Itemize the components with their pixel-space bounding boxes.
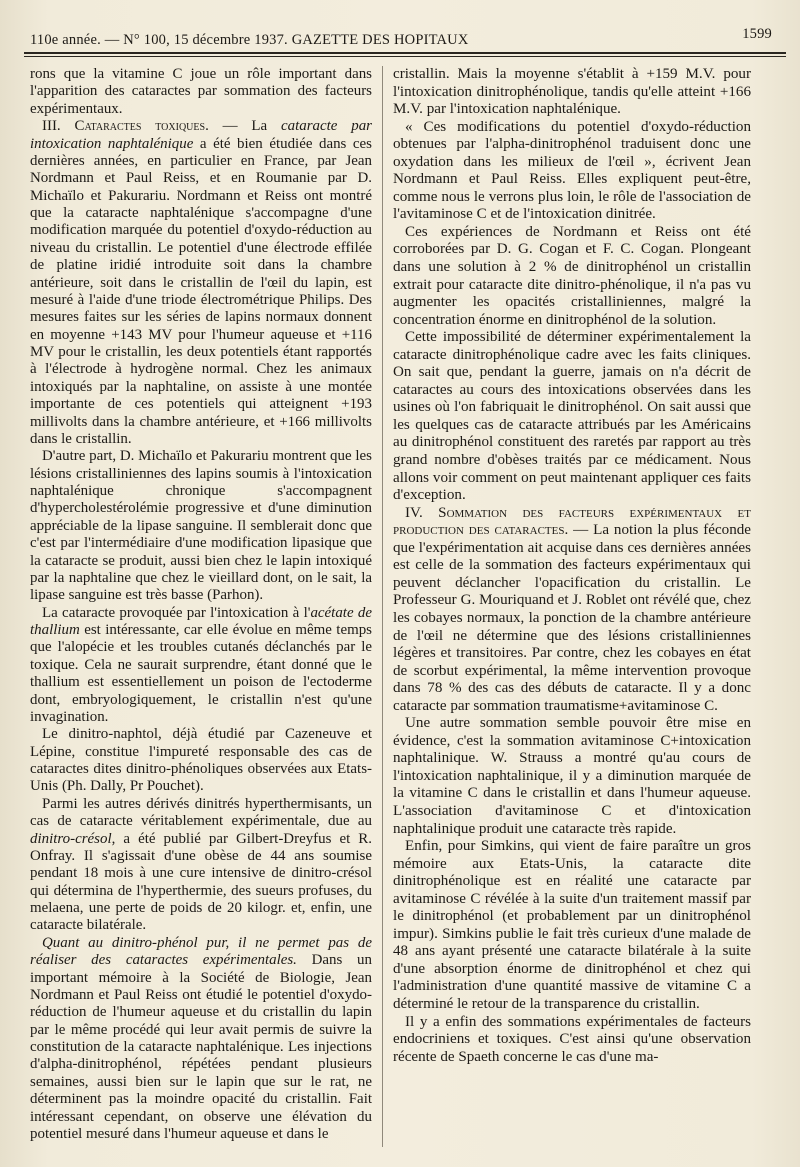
- italic-term: dinitro-crésol: [30, 830, 112, 847]
- paragraph: cristallin. Mais la moyenne s'établit à +159 M.V. pour l'intoxication dinitrophénolique, tandis qu'elle atteint +166 M.V. par l'intoxication naphtalénique.: [393, 66, 751, 118]
- paragraph-toxic-cataracts: III. Cataractes toxiques. — La cataracte par intoxication naphtalénique a été bien étudiée dans ces dernières années, en particulier en France, par Jean Nordmann et Paul Reiss, et en Roumanie par D. Michaïlo et Pakurariu. Nordmann et Reiss ont montré que la cataracte naphtalénique s'accompagne d'une modification marquée du potentiel d'oxydo-réduction au niveau du cristallin. Le potentiel d'une électrode effilée de platine iridié introduite soit dans la chambre antérieure, soit dans le cristallin de l'œil du lapin, est mesuré à l'aide d'une triode électrométrique Philips. Des mesures faites sur les séries de lapins normaux donnent en moyenne +143 MV pour l'humeur aqueuse et +116 MV pour le cristallin, les deux potentiels étant rapportés à l'électrode à hydrogène normal. Chez les animaux intoxiqués par la naphtaline, on assiste à une montée importante de ces potentiels qui atteignent +193 millivolts dans la chambre antérieure, et +166 millivolts dans le cristallin.: [30, 118, 372, 447]
- paragraph: Quant au dinitro-phénol pur, il ne permet pas de réaliser des cataractes expérimentales. Dans un important mémoire à la Société de Biologie, Jean Nordmann et Paul Reiss ont étudié le potentiel d'oxydo-réduction de l'humeur aqueuse et du cristallin du lapin par le même procédé qui leur avait permis de suivre la constitution de la cataracte naphtalénique. Les injections d'alpha-dinitrophénol, répétées pendant plusieurs semaines, aussi bien sur le lapin que sur le rat, ne déterminent pas la moindre opacité du cristallin. Fait intéressant cependant, on observe une élévation du potentiel mesuré dans l'humeur aqueuse et dans le: [30, 934, 372, 1142]
- section-heading: III. Cataractes toxiques.: [42, 118, 209, 135]
- paragraph: D'autre part, D. Michaïlo et Pakurariu montrent que les lésions cristalliniennes des lapins soumis à l'intoxication naphtalénique chronique s'accompagnent d'hypercholestérolémie progressive et d'une diminution appréciable de la lipase sanguine. Il semblerait donc que c'est par l'intermédiaire d'une modification lipasique que la cataracte se produit, aussi bien chez le lapin intoxiqué par la naphtaline que chez le vieillard dont, on le sait, la lipase sanguine est très basse (Parhon).: [30, 448, 372, 604]
- paragraph: Cette impossibilité de déterminer expérimentalement la cataracte dinitrophénolique cadre avec les faits cliniques. On sait que, pendant la guerre, jamais on n'a décrit de cataractes au cours des intoxications observées dans les usines où l'on fabriquait le dinitrophénol. On sait aussi que les quelques cas de cataracte attribués par les Américains au dinitrophénol constituent des raretés par rapport au très grand nombre d'obèses traités par ce médicament. Nous allons voir comment on peut maintenant appliquer ces faits d'exception.: [393, 329, 751, 504]
- paragraph: Une autre sommation semble pouvoir être mise en évidence, c'est la sommation avitaminose C+intoxication naphtalinique. W. Strauss a montré qu'au cours de l'intoxication naphtalinique, il y a diminution marquée de la vitamine C dans le cristallin et dans l'humeur aqueuse. L'association d'avitaminose C et d'intoxication naphtalinique produit une cataracte très rapide.: [393, 715, 751, 837]
- paragraph: Le dinitro-naphtol, déjà étudié par Cazeneuve et Lépine, constitue l'impureté responsable des cas de cataractes dites dinitro-phénoliques observées aux Etats-Unis (Ph. Dally, Pr Pouchet).: [30, 726, 372, 795]
- paragraph: Parmi les autres dérivés dinitrés hyperthermisants, un cas de cataracte véritablement expérimentale, due au dinitro-crésol, a été publié par Gilbert-Dreyfus et R. Onfray. Il s'agissait d'une obèse de 44 ans soumise pendant 18 mois à une cure intensive de dinitro-crésol qui détermina de l'hyperthermie, des sueurs profuses, du melaena, une perte de poids de 20 kilogr. et, enfin, une cataracte bilatérale.: [30, 795, 372, 934]
- paragraph: La cataracte provoquée par l'intoxication à l'acétate de thallium est intéressante, car elle évolue en même temps que l'alopécie et les troubles cutanés déclanchés par le toxique. Cela ne saurait surprendre, étant donné que le thallium est essentiellement un poison de l'ectoderme dont, embryologiquement, le cristallin n'est qu'une invagination.: [30, 604, 372, 725]
- italic-term: cataracte par intoxication naphtalénique: [30, 118, 372, 152]
- section-heading: IV. Sommation des facteurs expérimentaux et production des cataractes.: [393, 504, 751, 539]
- paragraph: « Ces modifications du potentiel d'oxydo-réduction obtenues par l'alpha-dinitrophénol traduisent donc une oxydation dans les milieux de l'œil », écrivent Jean Nordmann et Paul Reiss. Elles expliquent peut-être, comme nous le verrons plus loin, le rôle de l'association de l'avitaminose C et de l'intoxication dinitrée.: [393, 118, 751, 223]
- left-column: [30, 66, 372, 1151]
- paragraph-summation: IV. Sommation des facteurs expérimentaux et production des cataractes. — La notion la plus féconde que l'expérimentation ait acquise dans ces dernières années est celle de la sommation des facteurs expérimentaux qui peuvent déclancher l'opacification du cristallin. Le Professeur G. Mouriquand et J. Roblet ont révélé que, chez les cobayes normaux, la ponction de la chambre antérieure de l'œil ne détermine que des lésions cristalliniennes légères et transitoires. Par contre, chez les cobayes en état de scorbut expérimental, la même intervention provoque dans 78 % des cas des débuts de cataracte. Il y a donc cataracte par sommation traumatisme+avitaminose C.: [393, 504, 751, 714]
- running-header: [30, 24, 778, 50]
- column-divider: [382, 66, 383, 1147]
- italic-sentence: Quant au dinitro-phénol pur, il ne permet pas de réaliser des cataractes expérimentales.: [30, 934, 372, 969]
- italic-term: acétate de thallium: [30, 604, 372, 638]
- header-rule: [24, 52, 786, 57]
- paragraph: rons que la vitamine C joue un rôle important dans l'apparition des cataractes par sommation des facteurs expérimentaux.: [30, 66, 372, 117]
- paragraph: Il y a enfin des sommations expérimentales de facteurs endocriniens et toxiques. C'est ainsi qu'une observation récente de Spaeth concerne le cas d'une ma-: [393, 1013, 751, 1065]
- page-number: 1599: [742, 26, 772, 42]
- issue-line: 110e année. — N° 100, 15 décembre 1937. GAZETTE DES HOPITAUX: [30, 32, 469, 48]
- right-column: [393, 66, 751, 1151]
- paragraph: Enfin, pour Simkins, qui vient de faire paraître un gros mémoire aux Etats-Unis, la cataracte dite dinitrophénolique est en réalité une cataracte par avitaminose C révélée à la suite d'un traitement massif par le dinitrophénol (et probablement par un dinitrophénol impur). Simkins publie le fait très curieux d'une malade de 48 ans ayant présenté une cataracte bilatérale à la suite d'une absorption énorme de dinitrophénol et chez qui l'administration d'une quantité massive de vitamine C a déterminé le retour de la transparence du cristallin.: [393, 838, 751, 1012]
- paragraph: Ces expériences de Nordmann et Reiss ont été corroborées par D. G. Cogan et F. C. Cogan. Plongeant dans une solution à 2 % de dinitrophénol un cristallin extrait pour cataracte dite dinitro-phénolique, il n'a pas vu augmenter les opacités cristalliniennes, malgré la concentration énorme en dinitrophénol de la solution.: [393, 223, 751, 328]
